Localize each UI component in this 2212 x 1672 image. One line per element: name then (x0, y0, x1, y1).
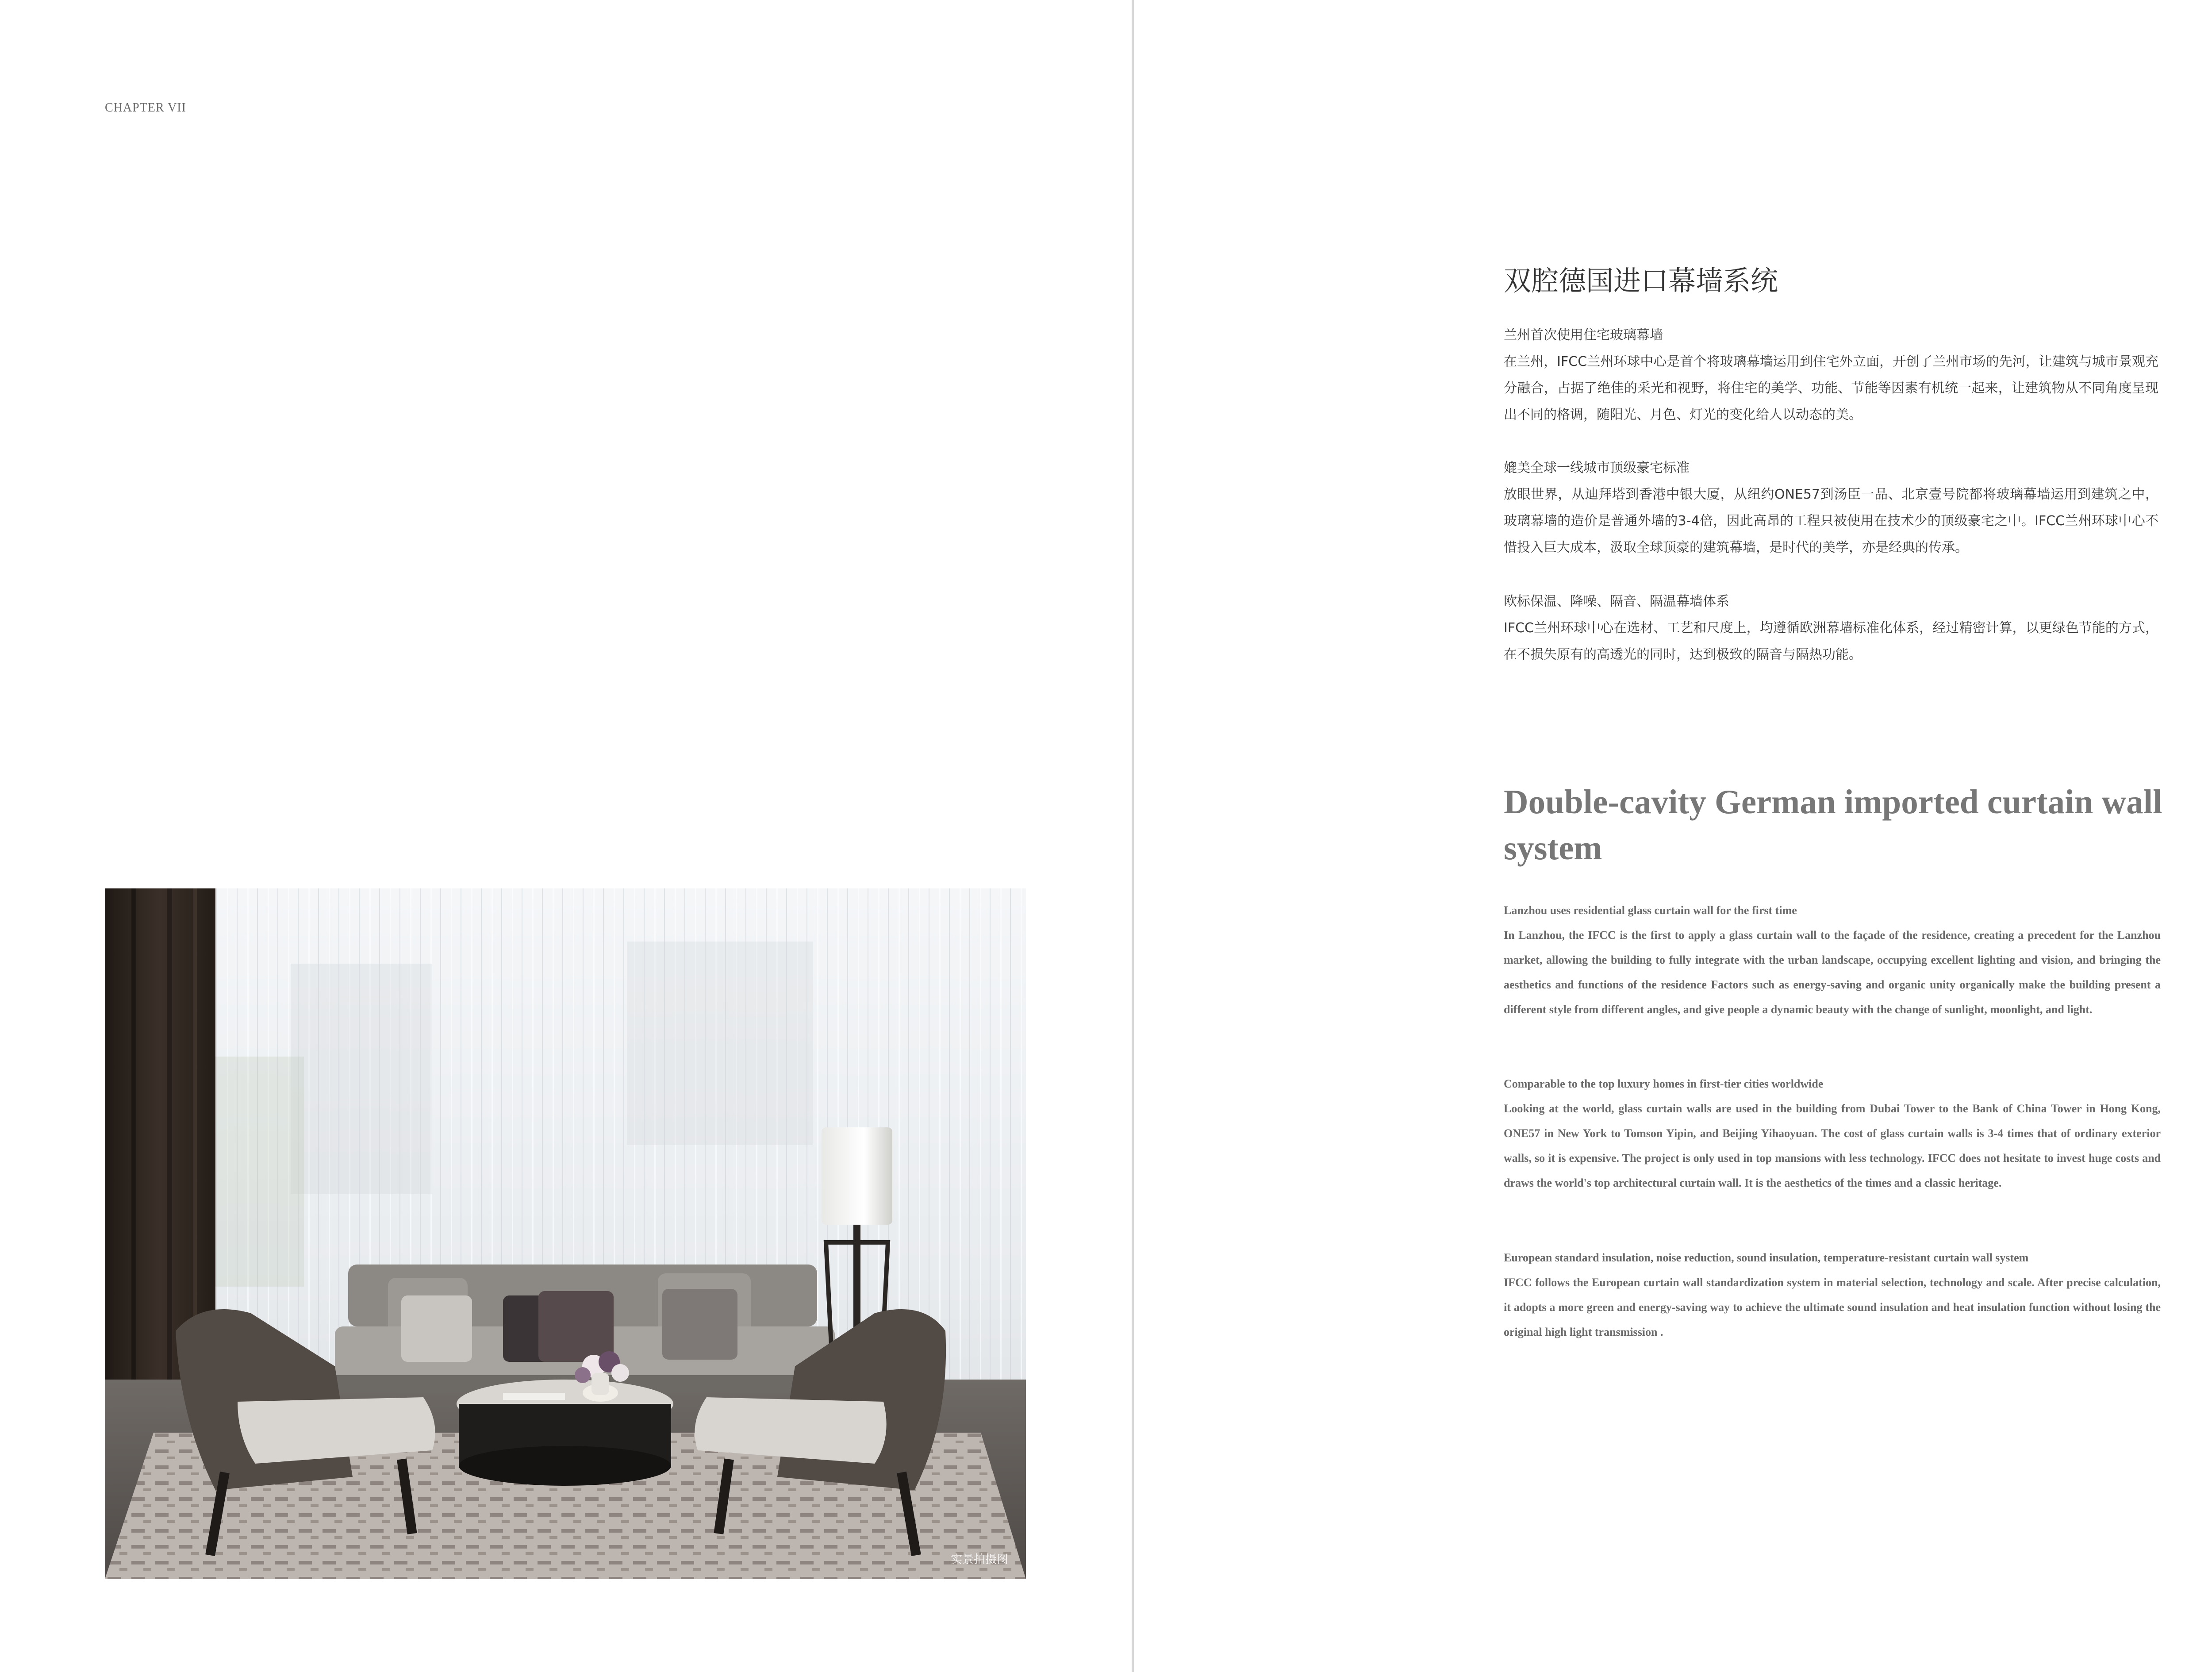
chinese-section-body: 在兰州，IFCC兰州环球中心是首个将玻璃幕墙运用到住宅外立面，开创了兰州市场的先河，让建筑与城市景观充分融合，占据了绝佳的采光和视野，将住宅的美学、功能、节能等因素有机统一起来，让建筑物从不同角度呈现出不同的格调，随阳光、月色、灯光的变化给人以动态的美。 (1504, 354, 2158, 423)
chinese-title: 双腔德国进口幕墙系统 (1504, 265, 1778, 297)
living-room-photo (105, 888, 1026, 1579)
chinese-section-3 (1504, 588, 2158, 668)
chinese-section-body: 放眼世界，从迪拜塔到香港中银大厦，从纽约ONE57到汤臣一品、北京壹号院都将玻璃幕墙运用到建筑之中，玻璃幕墙的造价是普通外墙的3-4倍，因此高昂的工程只被使用在技术少的顶级豪宅之中。IFCC兰州环球中心不惜投入巨大成本，汲取全球顶豪的建筑幕墙，是时代的美学，亦是经典的传承。 (1504, 487, 2158, 555)
chinese-section-1 (1504, 322, 2158, 428)
english-section-body: Looking at the world, glass curtain walls are used in the building from Dubai Tower to the Bank of China Tower in Hong Kong, ONE57 in New York to Tomson Yipin, and Beijing Yihaoyuan. The cost of glass curtain walls is 3-4 times that of ordinary exterior walls, so it is expensive. The project is only used in top mansions with less technology. IFCC does not hesitate to invest huge costs and draws the world's top architectural curtain wall. It is the aesthetics of the times and a classic heritage. (1504, 1102, 2161, 1189)
living-room-illustration (105, 888, 1026, 1579)
chinese-section-heading: 媲美全球一线城市顶级豪宅标准 (1504, 460, 1690, 476)
photo-caption: 实景拍摄图 (950, 1553, 1008, 1566)
chinese-section-heading: 兰州首次使用住宅玻璃幕墙 (1504, 327, 1663, 343)
page-gutter (1132, 0, 1134, 1672)
english-section-body: IFCC follows the European curtain wall standardization system in material selection, technology and scale. After precise calculation, it adopts a more green and energy-saving way to achieve the ultimate sound insulation and heat insulation function without losing the original high light transmission . (1504, 1276, 2161, 1338)
english-section-body: In Lanzhou, the IFCC is the first to apply a glass curtain wall to the façade of the residence, creating a precedent for the Lanzhou market, allowing the building to fully integrate with the urban landscape, occupying excellent lighting and vision, and bringing the aesthetics and functions of the residence Factors such as energy-saving and organic unity organically make the building present a different style from different angles, and give people a dynamic beauty with the change of sunlight, moonlight, and light. (1504, 929, 2161, 1016)
chapter-label: CHAPTER VII (105, 101, 186, 115)
english-section-heading: Lanzhou uses residential glass curtain wall for the first time (1504, 904, 1797, 917)
english-title: Double-cavity German imported curtain wall system (1504, 783, 2162, 867)
chinese-section-heading: 欧标保温、降噪、隔音、隔温幕墙体系 (1504, 594, 1729, 609)
english-section-1 (1504, 898, 2161, 1022)
english-section-2 (1504, 1072, 2161, 1195)
chinese-section-body: IFCC兰州环球中心在选材、工艺和尺度上，均遵循欧洲幕墙标准化体系，经过精密计算，以更绿色节能的方式，在不损失原有的高透光的同时，达到极致的隔音与隔热功能。 (1504, 620, 2158, 662)
english-section-heading: European standard insulation, noise reduction, sound insulation, temperature-resistant curtain wall system (1504, 1251, 2029, 1264)
english-section-heading: Comparable to the top luxury homes in first-tier cities worldwide (1504, 1077, 1824, 1090)
chinese-section-2 (1504, 455, 2158, 561)
english-section-3 (1504, 1245, 2161, 1345)
